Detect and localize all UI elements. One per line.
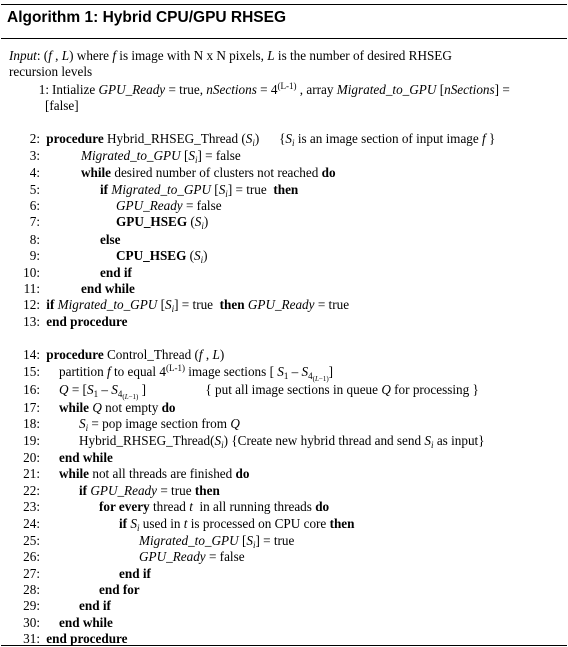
algo-line-25: 25: Migrated_to_GPU $[S_i]$ = true: [23, 533, 295, 550]
algo-line-12: 12: if Migrated_to_GPU $[S_i]$ = true then GPU_Ready = true: [23, 297, 350, 314]
algo-line-2: 2: procedure Hybrid_RHSEG_Thread $(S_i)$ {$S_i$ is an image section of input image f }: [29, 131, 496, 148]
algo-line-21: 21: while not all threads are finished do: [23, 466, 250, 481]
algo-line-18: 18: $S_i$ = pop image section from Q: [23, 416, 240, 433]
algo-line-31: 31: end procedure: [23, 631, 128, 646]
algo-line-6: 6: GPU_Ready = false: [29, 198, 222, 213]
algorithm-box: [1, 0, 567, 647]
algo-line-3: 3: Migrated_to_GPU $[S_i]$ = false: [29, 148, 241, 165]
algo-line-17: 17: while Q not empty do: [23, 400, 176, 415]
input-line-2: recursion levels: [9, 64, 93, 79]
algo-line-7: 7: GPU_HSEG $(S_i)$: [29, 214, 209, 231]
algo-line-15: 15: partition f to equal $4^{(L-1)}$ image sections [ $S_1 - S_{4_{(L-1)}}$]: [23, 363, 334, 383]
algo-line-24: 24: if $S_i$ used in t is processed on CPU core then: [23, 516, 355, 533]
algo-line-10: 10: end if: [23, 265, 132, 280]
algo-line-28: 28: end for: [23, 582, 140, 597]
top-rule: [1, 4, 567, 5]
input-line-1: Input: (f , L) where f is image with N x N pixels, L is the number of desired RHSEG: [9, 48, 452, 63]
algo-line-1-cont: [false]: [45, 98, 79, 113]
algo-line-8: 8: else: [29, 232, 121, 247]
algo-line-9: 9: CPU_HSEG $(S_i)$: [29, 248, 208, 265]
algo-line-13: 13: end procedure: [23, 314, 128, 329]
algo-line-16: 16: $Q = [S_1 - S_{4_{(L-1)}}$ ] { put all image sections in queue Q for processing }: [23, 382, 479, 401]
algo-line-20: 20: end while: [23, 450, 113, 465]
algo-line-5: 5: if Migrated_to_GPU $[S_i]$ = true then: [29, 182, 299, 199]
algo-line-27: 27: end if: [23, 566, 151, 581]
algo-line-4: 4: while desired number of clusters not reached do: [29, 165, 336, 180]
bottom-rule: [1, 645, 567, 646]
algo-line-26: 26: GPU_Ready = false: [23, 549, 245, 564]
input-label: Input: [9, 48, 37, 63]
algo-line-14: 14: procedure Control_Thread (f , L): [23, 347, 225, 362]
title-rule: [1, 38, 567, 39]
algo-line-23: 23: for every thread t in all running threads do: [23, 499, 330, 514]
algo-line-19: 19: $Hybrid\_RHSEG\_Thread(S_i)$ {Create new hybrid thread and send $S_i$ as input}: [23, 433, 485, 450]
algo-line-30: 30: end while: [23, 615, 113, 630]
algorithm-title: Algorithm 1: Hybrid CPU/GPU RHSEG: [7, 9, 287, 26]
algo-line-11: 11: end while: [23, 281, 135, 296]
algo-line-29: 29: end if: [23, 598, 111, 613]
algo-line-22: 22: if GPU_Ready = true then: [23, 483, 220, 498]
algo-line-1: 1: Intialize GPU_Ready = true, nSections = $4^{(L-1)}$ , array Migrated_to_GPU [nSections] =: [38, 81, 510, 97]
